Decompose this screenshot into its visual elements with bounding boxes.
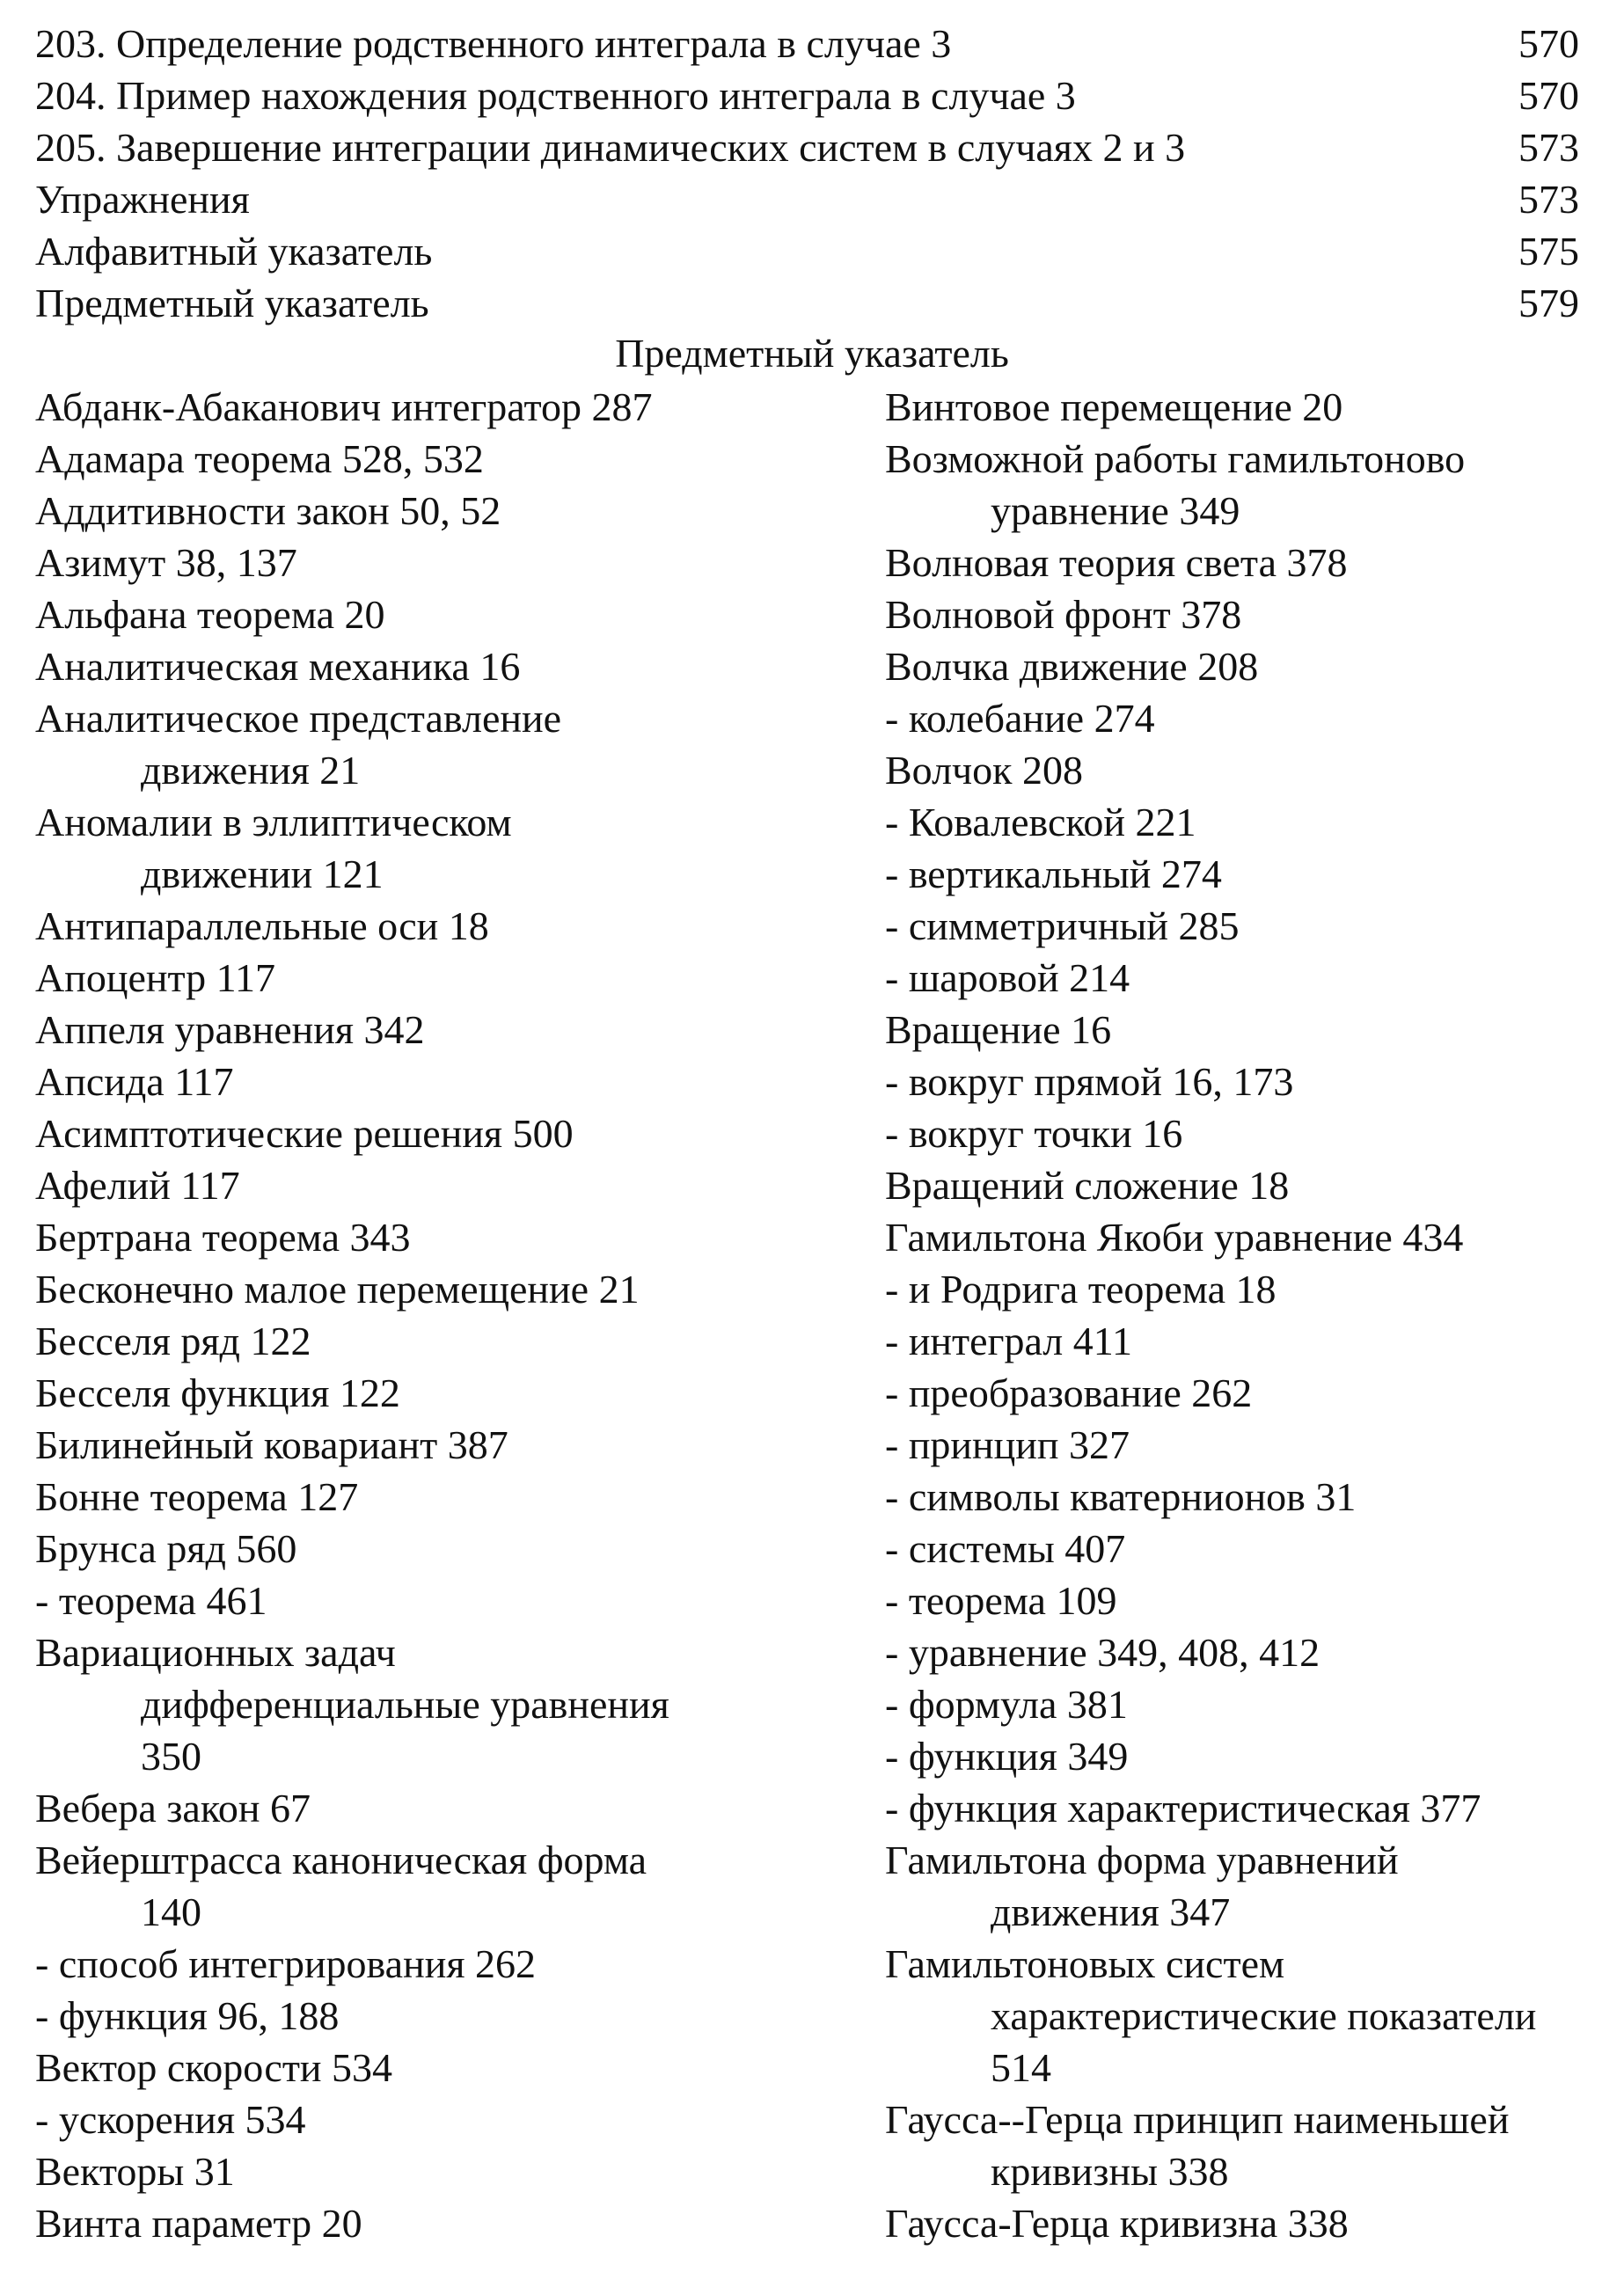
toc-entry-page: 570 <box>1518 73 1579 118</box>
index-title: Предметный указатель <box>615 331 1009 376</box>
index-column-right <box>885 381 1606 2249</box>
index-entry-continuation: 140 <box>141 1889 201 1934</box>
toc-entry-title: 203. Определение родственного интеграла в случае 3 <box>35 21 952 66</box>
toc-entry-page: 570 <box>1518 21 1579 66</box>
index-entry: Гамильтоновых систем <box>885 1941 1285 1986</box>
index-column-left <box>35 381 880 2249</box>
table-of-contents <box>35 18 1579 329</box>
index-entry: Волновой фронт 378 <box>885 592 1242 637</box>
toc-entry-page: 575 <box>1518 229 1579 274</box>
index-entry: Аналитическая механика 16 <box>35 644 521 689</box>
index-entry: Аппеля уравнения 342 <box>35 1007 425 1052</box>
toc-entry-title: 205. Завершение интеграции динамических систем в случаях 2 и 3 <box>35 125 1186 170</box>
index-entry: Волновая теория света 378 <box>885 540 1348 585</box>
index-entry: Винта параметр 20 <box>35 2201 362 2246</box>
index-entry-continuation: 514 <box>991 2045 1051 2090</box>
index-entry: - функция 349 <box>885 1734 1129 1779</box>
index-entry: Бесселя функция 122 <box>35 1370 400 1415</box>
index-entry: - интеграл 411 <box>885 1319 1133 1363</box>
index-entry-continuation: 350 <box>141 1734 201 1779</box>
index-entry: Аддитивности закон 50, 52 <box>35 488 501 533</box>
index-entry: Апоцентр 117 <box>35 955 275 1000</box>
index-entry: Гамильтона Якоби уравнение 434 <box>885 1215 1464 1260</box>
index-entry-continuation: характеристические показатели <box>991 1993 1537 2038</box>
index-entry-continuation: движении 121 <box>141 851 384 896</box>
index-entry: - уравнение 349, 408, 412 <box>885 1630 1320 1675</box>
index-entry: Афелий 117 <box>35 1163 240 1208</box>
index-entry: Азимут 38, 137 <box>35 540 297 585</box>
index-entry-continuation: кривизны 338 <box>991 2149 1229 2194</box>
index-entry: Гаусса-Герца кривизна 338 <box>885 2201 1349 2246</box>
toc-entry <box>35 69 1579 121</box>
toc-entry <box>35 173 1579 225</box>
index-entry: - принцип 327 <box>885 1422 1130 1467</box>
toc-entry <box>35 277 1579 329</box>
index-entry: - функция характеристическая 377 <box>885 1786 1481 1831</box>
index-entry: Вектор скорости 534 <box>35 2045 393 2090</box>
index-entry: Адамара теорема 528, 532 <box>35 436 484 481</box>
toc-entry-title: Алфавитный указатель <box>35 229 433 274</box>
index-entry: - теорема 109 <box>885 1578 1117 1623</box>
toc-entry-title: Упражнения <box>35 177 250 222</box>
index-entry: - ускорения 534 <box>35 2097 306 2142</box>
index-entry: - вертикальный 274 <box>885 851 1222 896</box>
index-entry: - вокруг прямой 16, 173 <box>885 1059 1294 1104</box>
index-entry: Абданк-Абаканович интегратор 287 <box>35 384 653 429</box>
index-entry: Гаусса--Герца принцип наименьшей <box>885 2097 1510 2142</box>
index-entry: Вейерштрасса каноническая форма <box>35 1838 647 1882</box>
index-entry: Векторы 31 <box>35 2149 235 2194</box>
index-entry-continuation: уравнение 349 <box>991 488 1240 533</box>
index-entry: Аномалии в эллиптическом <box>35 800 512 844</box>
index-entry: - функция 96, 188 <box>35 1993 340 2038</box>
index-entry: Антипараллельные оси 18 <box>35 903 489 948</box>
toc-entry <box>35 225 1579 277</box>
index-entry: - шаровой 214 <box>885 955 1130 1000</box>
index-entry: Гамильтона форма уравнений <box>885 1838 1399 1882</box>
index-entry: Бонне теорема 127 <box>35 1474 359 1519</box>
index-entry: - способ интегрирования 262 <box>35 1941 536 1986</box>
index-entry: - Ковалевской 221 <box>885 800 1196 844</box>
index-entry: - теорема 461 <box>35 1578 267 1623</box>
index-entry: Вебера закон 67 <box>35 1786 311 1831</box>
toc-entry-title: 204. Пример нахождения родственного интеграла в случае 3 <box>35 73 1076 118</box>
toc-entry-page: 573 <box>1518 125 1579 170</box>
index-entry-continuation: дифференциальные уравнения <box>141 1682 669 1727</box>
index-entry: Возможной работы гамильтоново <box>885 436 1466 481</box>
index-entry: - вокруг точки 16 <box>885 1111 1183 1156</box>
toc-entry-page: 579 <box>1518 281 1579 325</box>
toc-entry <box>35 121 1579 173</box>
index-entry: Вращение 16 <box>885 1007 1112 1052</box>
index-entry: Волчок 208 <box>885 748 1084 793</box>
toc-entry-title: Предметный указатель <box>35 281 429 325</box>
index-entry: - преобразование 262 <box>885 1370 1253 1415</box>
index-entry: - символы кватернионов 31 <box>885 1474 1357 1519</box>
index-entry: Брунса ряд 560 <box>35 1526 297 1571</box>
index-entry-continuation: движения 347 <box>991 1889 1231 1934</box>
toc-entry <box>35 18 1579 69</box>
index-entry: Аналитическое представление <box>35 696 562 741</box>
index-entry: Альфана теорема 20 <box>35 592 385 637</box>
index-entry: - колебание 274 <box>885 696 1155 741</box>
index-entry: Билинейный ковариант 387 <box>35 1422 508 1467</box>
index-entry: Апсида 117 <box>35 1059 234 1104</box>
index-entry: Бертрана теорема 343 <box>35 1215 411 1260</box>
index-entry: Бесконечно малое перемещение 21 <box>35 1267 640 1312</box>
index-entry: - формула 381 <box>885 1682 1128 1727</box>
index-entry: Вариационных задач <box>35 1630 396 1675</box>
toc-entry-page: 573 <box>1518 177 1579 222</box>
index-entry: Волчка движение 208 <box>885 644 1259 689</box>
index-entry: Вращений сложение 18 <box>885 1163 1290 1208</box>
index-entry: - симметричный 285 <box>885 903 1240 948</box>
index-entry: - системы 407 <box>885 1526 1126 1571</box>
index-entry: - и Родрига теорема 18 <box>885 1267 1277 1312</box>
index-entry-continuation: движения 21 <box>141 748 361 793</box>
index-entry: Асимптотические решения 500 <box>35 1111 574 1156</box>
index-entry: Винтовое перемещение 20 <box>885 384 1343 429</box>
index-entry: Бесселя ряд 122 <box>35 1319 311 1363</box>
